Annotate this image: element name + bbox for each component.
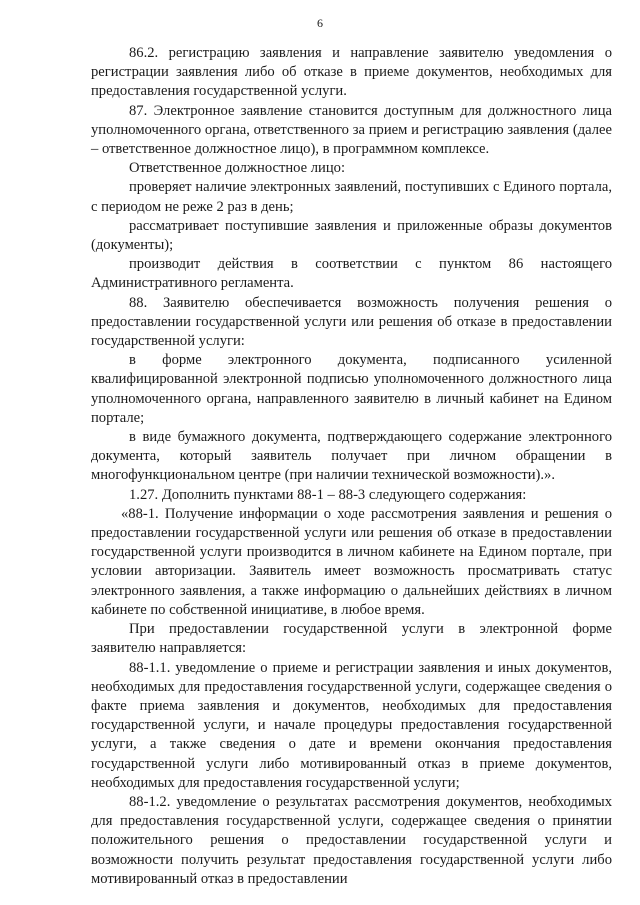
- document-body: [91, 44, 612, 889]
- page-number: 6: [317, 16, 323, 30]
- paragraph-reviews-applications: рассматривает поступившие заявления и приложенные образы документов (документы);: [91, 217, 612, 254]
- paragraph-paper-form: в виде бумажного документа, подтверждающего содержание электронного документа, который заявитель получает при личном обращении в многофункциональном центре (при наличии технической возможности).».: [91, 429, 612, 484]
- paragraph-performs-actions: производит действия в соответствии с пунктом 86 настоящего Административного регламента.: [91, 256, 612, 292]
- paragraph-checks-applications: проверяет наличие электронных заявлений, поступивших с Единого портала, с периодом не реже 2 раз в день;: [91, 179, 612, 215]
- paragraph-1-27: 1.27. Дополнить пунктами 88-1 – 88-3 следующего содержания:: [129, 486, 527, 503]
- paragraph-responsible-official: Ответственное должностное лицо:: [129, 160, 345, 177]
- paragraph-88: 88. Заявителю обеспечивается возможность получения решения о предоставлении государственной услуги или решения об отказе в предоставлении государственной услуги:: [91, 294, 612, 350]
- paragraph-88-1-1: 88-1.1. уведомление о приеме и регистрации заявления и иных документов, необходимых для предоставления государственной услуги, содержащее сведения о факте приема заявления и документов, необходимых для предоставления государственной услуги, и начале процедуры предоставления государственной услуги, а также сведения о дате и времени окончания предоставления государственной услуги либо мотивированный отказ в приеме документов, необходимых для предоставления государственной услуги;: [91, 659, 612, 791]
- paragraph-electronic-notifications: При предоставлении государственной услуги в электронной форме заявителю направляется:: [91, 621, 612, 657]
- paragraph-87: 87. Электронное заявление становится доступным для должностного лица уполномоченного органа, ответственного за прием и регистрацию заявления (далее – ответственное должностное лицо), в программном комплексе.: [91, 102, 612, 158]
- paragraph-88-1: «88-1. Получение информации о ходе рассмотрения заявления и решения о предоставлении государственной услуги или решения об отказе в предоставлении государственной услуги производится в личном кабинете на Едином портале, при условии авторизации. Заявитель имеет возможность просматривать статус электронного заявления, а также информацию о дальнейших действиях в личном кабинете по собственной инициативе, в любое время.: [91, 505, 612, 618]
- paragraph-88-1-2: 88-1.2. уведомление о результатах рассмотрения документов, необходимых для предоставления государственной услуги, содержащее сведения о принятии положительного решения о предоставлении государственной услуги и возможности получить результат предоставления государственной услуги либо мотивированный отказ в предоставлении: [91, 793, 612, 887]
- paragraph-86-2: 86.2. регистрацию заявления и направление заявителю уведомления о регистрации заявления либо об отказе в приеме документов, необходимых для предоставления государственной услуги.: [91, 45, 612, 100]
- paragraph-electronic-form: в форме электронного документа, подписанного усиленной квалифицированной электронной подписью уполномоченного должностного лица уполномоченного органа, направленного заявителю в личный кабинет на Едином портале;: [91, 352, 612, 426]
